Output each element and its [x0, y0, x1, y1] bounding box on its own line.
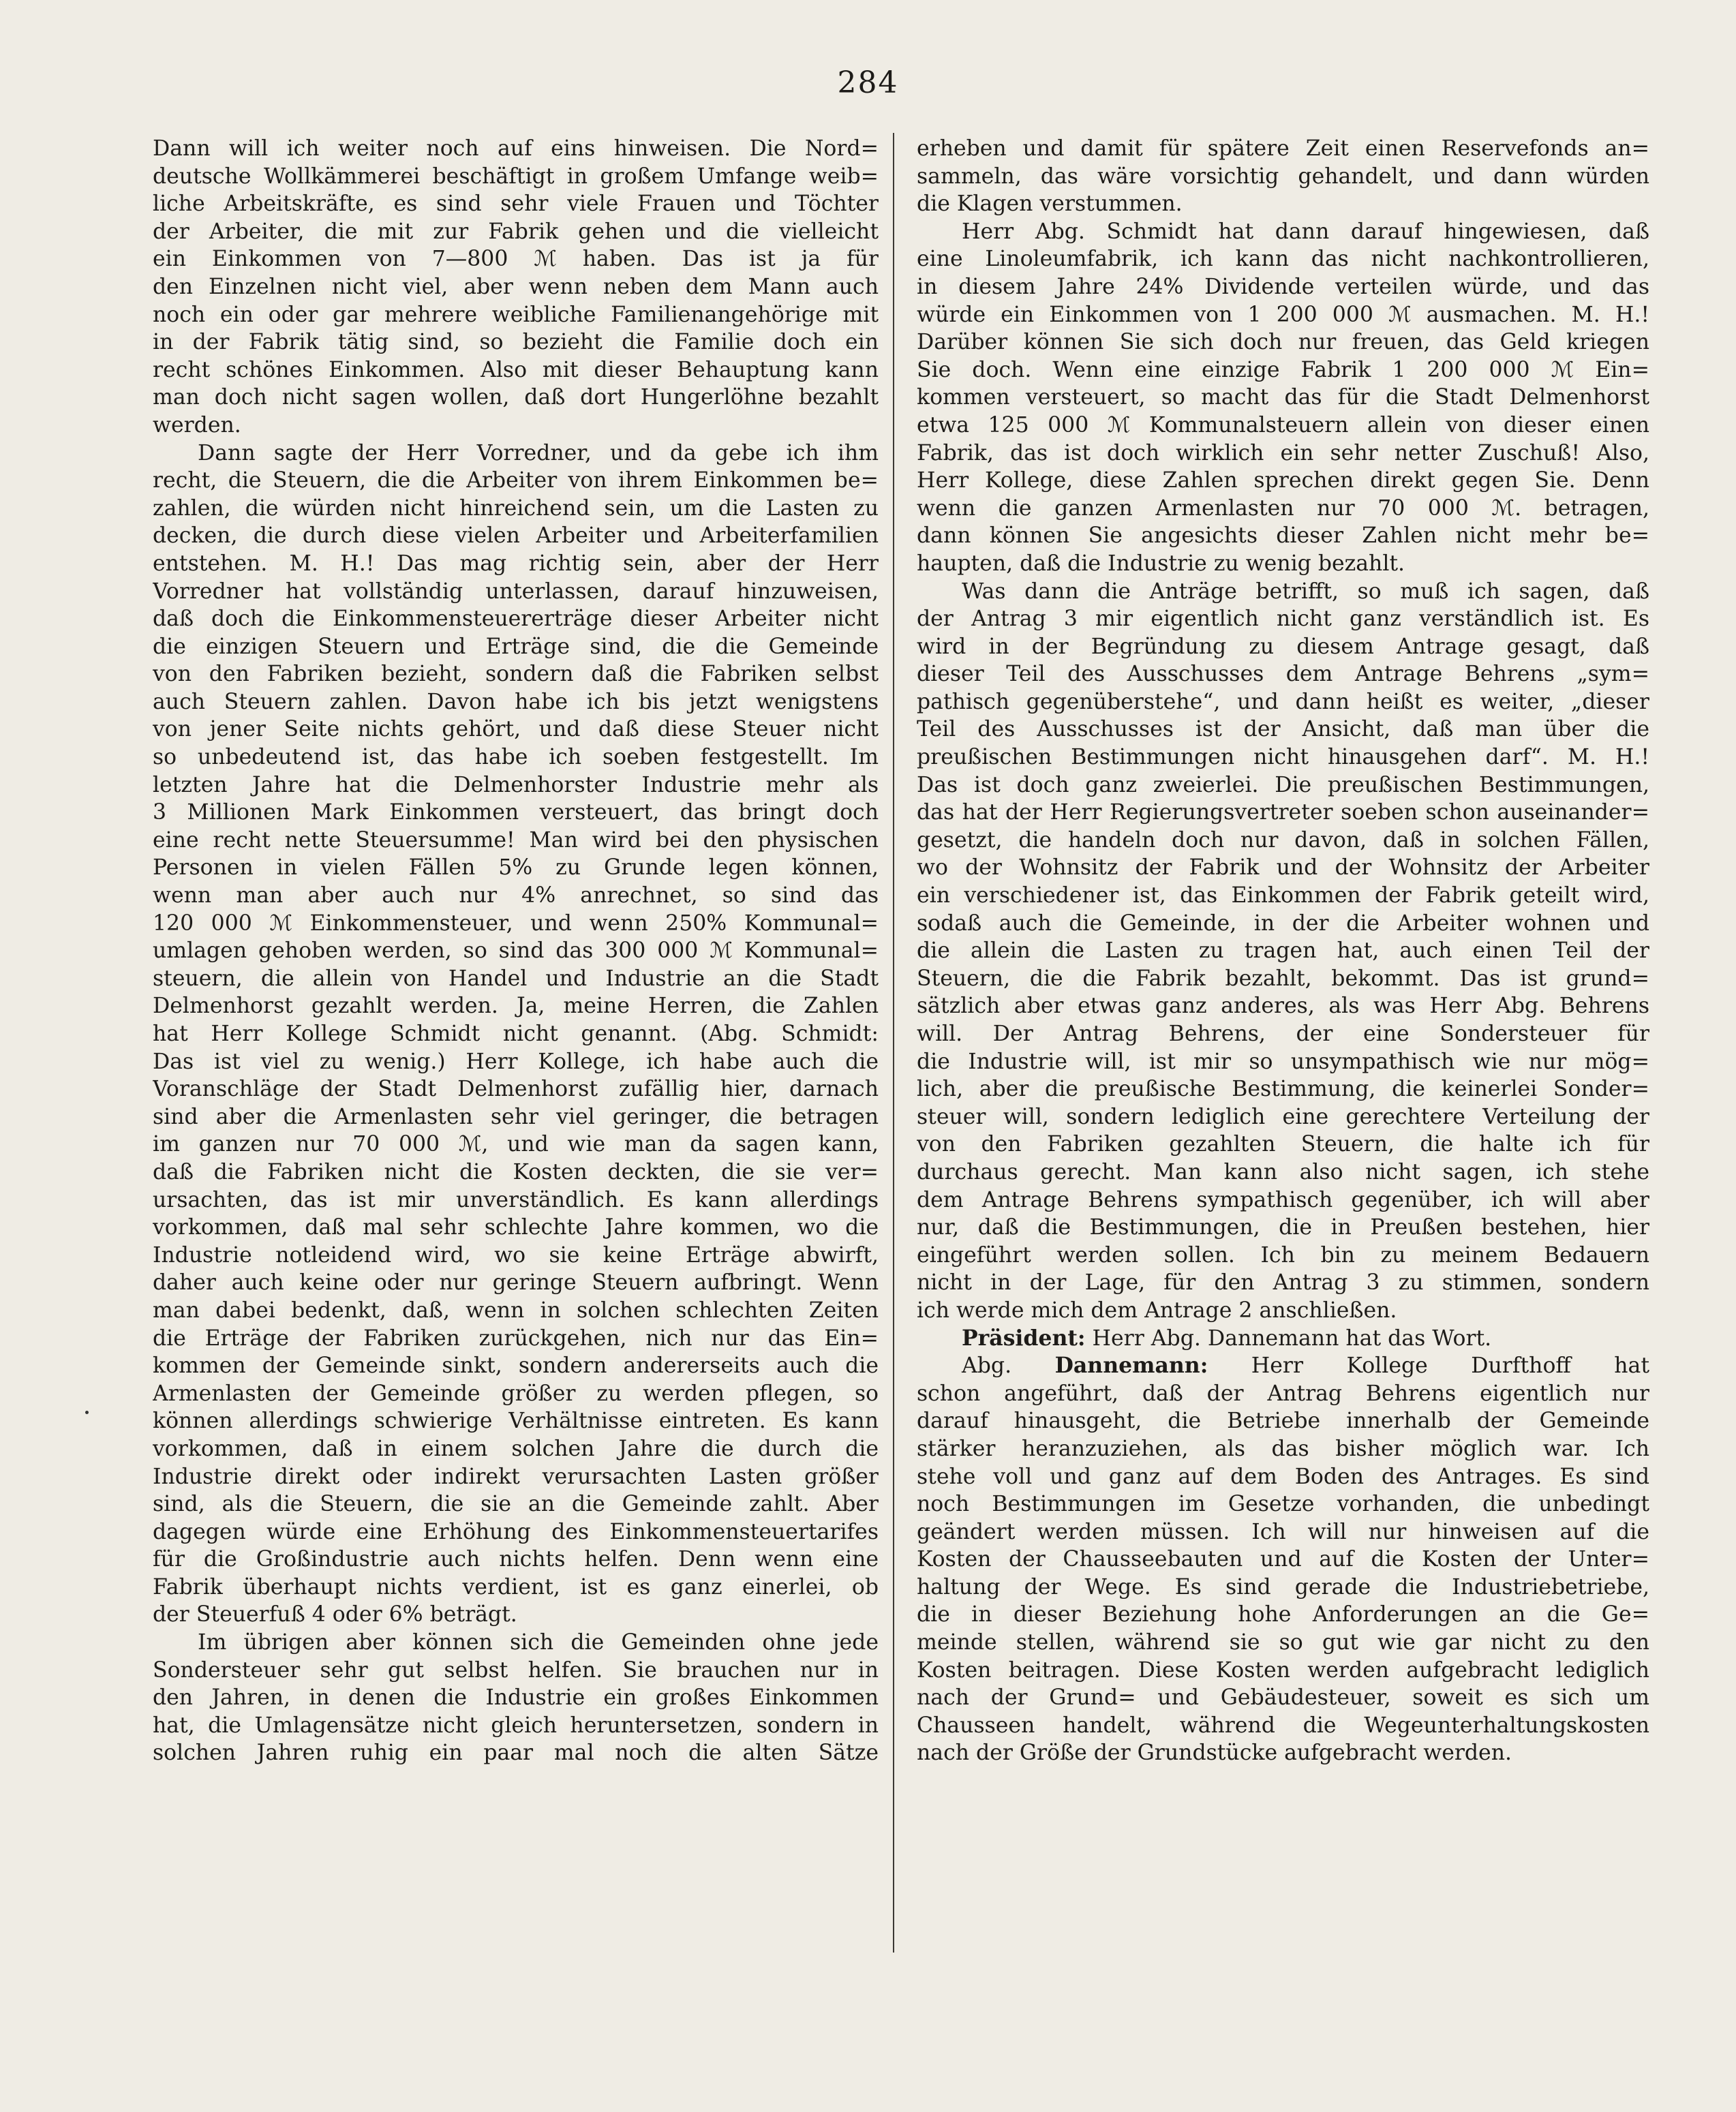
text-line: ein verschiedener ist, das Einkommen der Fabrik geteilt wird, [917, 883, 1649, 908]
text-line: würde ein Einkommen von 1 200 000 ℳ ausmachen. M. H.! [917, 302, 1649, 327]
text-line: lich, aber die preußische Bestimmung, die keinerlei Sonder= [917, 1077, 1649, 1102]
text-line: werden. [153, 412, 241, 438]
text-line: wo der Wohnsitz der Fabrik und der Wohnsitz der Arbeiter [917, 855, 1649, 881]
text-line: die Industrie will, ist mir so unsympathisch wie nur mög= [917, 1049, 1649, 1074]
text-line: Armenlasten der Gemeinde größer zu werden pflegen, so [153, 1381, 879, 1406]
text-line: Vorredner hat vollständig unterlassen, darauf hinzuweisen, [153, 579, 879, 604]
text-line: die einzigen Steuern und Erträge sind, die die Gemeinde [153, 634, 879, 659]
text-line: der Arbeiter, die mit zur Fabrik gehen und die vielleicht [153, 219, 879, 244]
column-divider [893, 133, 894, 1953]
text-line: daher auch keine oder nur geringe Steuern aufbringt. Wenn [153, 1270, 879, 1296]
text-line: Herr Abg. Schmidt hat dann darauf hingewiesen, daß [962, 219, 1649, 244]
text-line: sind, als die Steuern, die sie an die Gemeinde zahlt. Aber [153, 1492, 879, 1517]
text-line: von den Fabriken gezahlten Steuern, die halte ich für [917, 1132, 1649, 1157]
text-line: kommen der Gemeinde sinkt, sondern andererseits auch die [153, 1353, 879, 1379]
right-column-part-2 [917, 1380, 1649, 1767]
text-line: auch Steuern zahlen. Davon habe ich bis jetzt wenigstens [153, 689, 879, 714]
text-line: geändert werden müssen. Ich will nur hinweisen auf die [917, 1519, 1649, 1544]
text-line: von jener Seite nichts gehört, und daß diese Steuer nicht [153, 717, 879, 742]
text-line: Kosten beitragen. Diese Kosten werden aufgebracht lediglich [917, 1657, 1649, 1683]
text-line: umlagen gehoben werden, so sind das 300 000 ℳ Kommunal= [153, 938, 879, 964]
text-line: stärker heranzuziehen, als das bisher möglich war. Ich [917, 1436, 1649, 1461]
text-line: Fabrik überhaupt nichts verdient, ist es ganz einerlei, ob [153, 1574, 879, 1600]
text-line: Sondersteuer sehr gut selbst helfen. Sie brauchen nur in [153, 1657, 879, 1683]
text-line: so unbedeutend ist, das habe ich soeben festgestellt. Im [153, 745, 879, 770]
text-line: kommen versteuert, so macht das für die Stadt Delmenhorst [917, 385, 1649, 410]
text-line: 120 000 ℳ Einkommensteuer, und wenn 250% Kommunal= [153, 910, 879, 936]
text-line: Herr Kollege, diese Zahlen sprechen direkt gegen Sie. Denn [917, 468, 1649, 493]
text-line: nach der Größe der Grundstücke aufgebracht werden. [917, 1741, 1512, 1766]
text-line: nicht in der Lage, für den Antrag 3 zu stimmen, sondern [917, 1270, 1649, 1296]
text-line: den Einzelnen nicht viel, aber wenn neben dem Mann auch [153, 274, 879, 299]
text-line: die Erträge der Fabriken zurückgehen, nich nur das Ein= [153, 1326, 879, 1351]
text-line: steuer will, sondern lediglich eine gerechtere Verteilung der [917, 1104, 1649, 1129]
text-line: daß doch die Einkommensteuererträge dieser Arbeiter nicht [153, 607, 879, 632]
text-line: erheben und damit für spätere Zeit einen Reservefonds an= [917, 136, 1649, 161]
text-line: noch ein oder gar mehrere weibliche Familienangehörige mit [153, 302, 879, 327]
text-line: hat Herr Kollege Schmidt nicht genannt. (Abg. Schmidt: [153, 1022, 879, 1046]
text-line: die Klagen verstummen. [917, 192, 1183, 217]
text-line: stehe voll und ganz auf dem Boden des Antrages. Es sind [917, 1464, 1649, 1489]
text-line: der Antrag 3 mir eigentlich nicht ganz verständlich ist. Es [917, 607, 1649, 632]
text-line: dem Antrage Behrens sympathisch gegenüber, ich will aber [917, 1187, 1649, 1212]
text-line: recht schönes Einkommen. Also mit dieser Behauptung kann [153, 357, 879, 382]
text-line: sind aber die Armenlasten sehr viel geringer, die betragen [153, 1104, 879, 1129]
text-line: steuern, die allein von Handel und Industrie an die Stadt [153, 966, 879, 991]
text-line: den Jahren, in denen die Industrie ein großes Einkommen [153, 1685, 879, 1711]
text-line: sammeln, das wäre vorsichtig gehandelt, und dann würden [917, 164, 1649, 189]
page-number: 284 [837, 65, 899, 100]
margin-ink-dot [85, 1411, 89, 1414]
text-line: im ganzen nur 70 000 ℳ, und wie man da sagen kann, [153, 1132, 879, 1157]
text-line: liche Arbeitskräfte, es sind sehr viele Frauen und Töchter [153, 192, 879, 217]
text-line: sätzlich aber etwas ganz anderes, als was Herr Abg. Behrens [917, 994, 1649, 1019]
text-line: will. Der Antrag Behrens, der eine Sondersteuer für [917, 1022, 1649, 1046]
text-line: Chausseen handelt, während die Wegeunterhaltungskosten [917, 1713, 1649, 1738]
text-line: entstehen. M. H.! Das mag richtig sein, aber der Herr [153, 551, 879, 576]
speaker-line-praesident [917, 1325, 1649, 1353]
text-line: Industrie notleidend wird, wo sie keine Erträge abwirft, [153, 1242, 879, 1268]
text-line: Steuern, die die Fabrik bezahlt, bekommt. Das ist grund= [917, 966, 1649, 991]
text-line: preußischen Bestimmungen nicht hinausgehen darf“. M. H.! [917, 745, 1649, 770]
text-line: durchaus gerecht. Man kann also nicht sagen, ich stehe [917, 1159, 1649, 1184]
text-line: ursachten, das ist mir unverständlich. Es kann allerdings [153, 1187, 879, 1212]
right-column-part-1 [917, 135, 1649, 1325]
text-line: haltung der Wege. Es sind gerade die Industriebetriebe, [917, 1574, 1649, 1600]
text-line: Delmenhorst gezahlt werden. Ja, meine Herren, die Zahlen [153, 994, 879, 1019]
text-line: Im übrigen aber können sich die Gemeinden ohne jede [198, 1630, 879, 1655]
text-line: eine recht nette Steuersumme! Man wird bei den physischen [153, 827, 879, 853]
text-line: gesetzt, die handeln doch nur davon, daß in solchen Fällen, [917, 827, 1649, 853]
text-line: Was dann die Anträge betrifft, so muß ich sagen, daß [962, 579, 1649, 604]
text-line: schon angeführt, daß der Antrag Behrens eigentlich nur [917, 1381, 1649, 1406]
text-line: meinde stellen, während sie so gut wie gar nicht zu den [917, 1630, 1649, 1655]
text-line: die in dieser Beziehung hohe Anforderungen an die Ge= [917, 1602, 1649, 1627]
text-line: Teil des Ausschusses ist der Ansicht, daß man über die [917, 717, 1649, 742]
text-line: 3 Millionen Mark Einkommen versteuert, das bringt doch [153, 800, 879, 825]
text-line: pathisch gegenüberstehe“, und dann heißt es weiter, „dieser [917, 689, 1649, 714]
speaker-name: Präsident: [962, 1325, 1086, 1351]
text-line: können allerdings schwierige Verhältnisse eintreten. Es kann [153, 1409, 879, 1434]
text-line: Voranschläge der Stadt Delmenhorst zufällig hier, darnach [153, 1077, 879, 1102]
text-line: vorkommen, daß mal sehr schlechte Jahre kommen, wo die [153, 1215, 879, 1240]
text-line: etwa 125 000 ℳ Kommunalsteuern allein von dieser einen [917, 412, 1649, 438]
text-line: Fabrik, das ist doch wirklich ein sehr netter Zuschuß! Also, [917, 440, 1649, 465]
text-line: zahlen, die würden nicht hinreichend sein, um die Lasten zu [153, 495, 879, 521]
text-line: letzten Jahre hat die Delmenhorster Industrie mehr als [153, 772, 879, 797]
text-line: haupten, daß die Industrie zu wenig bezahlt. [917, 551, 1405, 576]
text-line: Das ist viel zu wenig.) Herr Kollege, ich habe auch die [153, 1049, 879, 1074]
text-line: wenn man aber auch nur 4% anrechnet, so sind das [153, 883, 879, 908]
text-line: Kosten der Chausseebauten und auf die Kosten der Unter= [917, 1547, 1649, 1572]
text-line: dann können Sie angesichts dieser Zahlen nicht mehr be= [917, 523, 1649, 549]
text-line: noch Bestimmungen im Gesetze vorhanden, die unbedingt [917, 1492, 1649, 1517]
text-line: vorkommen, daß in einem solchen Jahre die durch die [153, 1436, 879, 1461]
text-line: man doch nicht sagen wollen, daß dort Hungerlöhne bezahlt [153, 385, 879, 410]
text-line: in diesem Jahre 24% Dividende verteilen würde, und das [917, 274, 1649, 299]
speaker-name: Dannemann: [1054, 1353, 1208, 1379]
text-line: eine Linoleumfabrik, ich kann das nicht nachkontrollieren, [917, 247, 1649, 272]
text-line: das hat der Herr Regierungsvertreter soeben schon auseinander= [917, 800, 1649, 825]
text-line: eingeführt werden sollen. Ich bin zu meinem Bedauern [917, 1242, 1649, 1268]
text-line: sodaß auch die Gemeinde, in der die Arbeiter wohnen und [917, 910, 1649, 936]
text-line: decken, die durch diese vielen Arbeiter und Arbeiterfamilien [153, 523, 879, 549]
text-line: recht, die Steuern, die die Arbeiter von ihrem Einkommen be= [153, 468, 879, 493]
text-line: hat, die Umlagensätze nicht gleich heruntersetzen, sondern in [153, 1713, 879, 1738]
text-line: ich werde mich dem Antrage 2 anschließen. [917, 1298, 1397, 1323]
text-line: Personen in vielen Fällen 5% zu Grunde legen können, [153, 855, 879, 881]
text-line: die allein die Lasten zu tragen hat, auch einen Teil der [917, 938, 1649, 964]
text-line: der Steuerfuß 4 oder 6% beträgt. [153, 1602, 517, 1627]
text-line: Dann sagte der Herr Vorredner, und da gebe ich ihm [198, 440, 879, 465]
speaker-text: Herr Kollege Durfthoff hat [1208, 1353, 1649, 1379]
text-line: von den Fabriken bezieht, sondern daß die Fabriken selbst [153, 662, 879, 687]
text-line: solchen Jahren ruhig ein paar mal noch die alten Sätze [153, 1741, 879, 1766]
text-line: wird in der Begründung zu diesem Antrage gesagt, daß [917, 634, 1649, 659]
speaker-line-dannemann [917, 1352, 1649, 1380]
left-text-column [153, 135, 879, 1767]
text-line: nur, daß die Bestimmungen, die in Preußen bestehen, hier [917, 1215, 1649, 1240]
text-line: Industrie direkt oder indirekt verursachten Lasten größer [153, 1464, 879, 1489]
text-line: wenn die ganzen Armenlasten nur 70 000 ℳ. betragen, [917, 495, 1649, 521]
text-line: ein Einkommen von 7—800 ℳ haben. Das ist ja für [153, 247, 879, 272]
speaker-prefix: Abg. [962, 1353, 1055, 1379]
text-line: nach der Grund= und Gebäudesteuer, soweit es sich um [917, 1685, 1649, 1711]
text-line: dagegen würde eine Erhöhung des Einkommensteuertarifes [153, 1519, 879, 1544]
speaker-text: Herr Abg. Dannemann hat das Wort. [1085, 1326, 1492, 1351]
text-line: Dann will ich weiter noch auf eins hinweisen. Die Nord= [153, 136, 879, 161]
text-line: daß die Fabriken nicht die Kosten deckten, die sie ver= [153, 1159, 879, 1184]
text-line: deutsche Wollkämmerei beschäftigt in großem Umfange weib= [153, 164, 879, 189]
text-line: für die Großindustrie auch nichts helfen. Denn wenn eine [153, 1547, 879, 1572]
text-line: darauf hinausgeht, die Betriebe innerhalb der Gemeinde [917, 1409, 1649, 1434]
text-line: in der Fabrik tätig sind, so bezieht die Familie doch ein [153, 330, 879, 355]
text-line: Darüber können Sie sich doch nur freuen, das Geld kriegen [917, 330, 1649, 355]
text-line: Das ist doch ganz zweierlei. Die preußischen Bestimmungen, [917, 772, 1649, 797]
text-line: dieser Teil des Ausschusses dem Antrage Behrens „sym= [917, 662, 1649, 687]
right-text-column [917, 135, 1649, 1767]
text-line: Sie doch. Wenn eine einzige Fabrik 1 200 000 ℳ Ein= [917, 357, 1649, 382]
text-line: man dabei bedenkt, daß, wenn in solchen schlechten Zeiten [153, 1298, 879, 1323]
